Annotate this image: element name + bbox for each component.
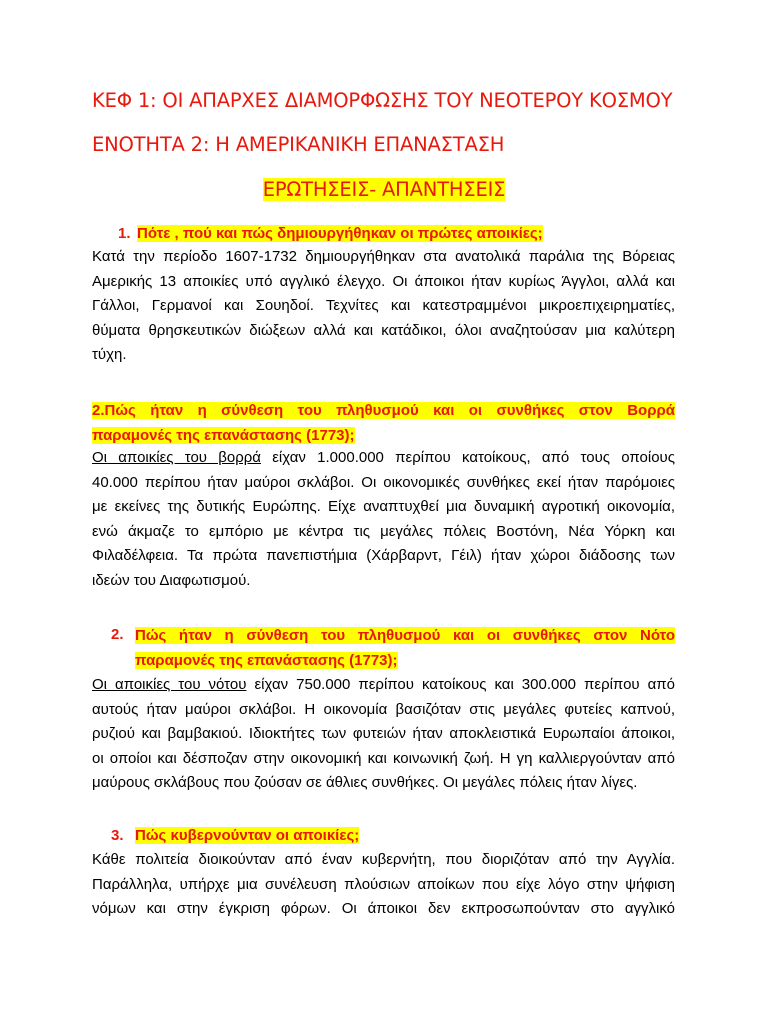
q3-underlined: Οι αποικίες του νότου (92, 676, 247, 693)
q2-line: ιδεών του Διαφωτισμού. (92, 571, 251, 589)
q3-line: οι οποίοι και δέσποζαν στην οικονομική και κοινωνική ζωή. Η γη καλλιεργούνταν από (92, 749, 675, 767)
q2-question-line: παραμονές της επανάστασης (1773); (92, 427, 355, 444)
unit-title: ΕΝΟΤΗΤΑ 2: Η ΑΜΕΡΙΚΑΝΙΚΗ ΕΠΑΝΑΣΤΑΣΗ (92, 133, 505, 156)
q2-line: ενώ άκμαζε το εμπόριο με κέντρα τις μεγάλες πόλεις Βοστόνη, Νέα Υόρκη και (92, 522, 675, 540)
q3-question-line: Πώς ήταν η σύνθεση του πληθυσμού και οι συνθήκες στον Νότο (135, 627, 675, 644)
q4-question (135, 827, 359, 844)
q4-line: νόμων και στην έγκριση φόρων. Οι άποικοι δεν εκπροσωπούνταν στο αγγλικό (92, 900, 675, 918)
q1-number: 1. (118, 225, 131, 242)
section-title: ΕΡΩΤΗΣΕΙΣ- ΑΠΑΝΤΗΣΕΙΣ (262, 178, 506, 201)
q3-line: είχαν 750.000 περίπου κατοίκους και 300.000 περίπου από (246, 676, 675, 693)
q2-line: είχαν 1.000.000 περίπου κατοίκους, από τους οποίους (260, 449, 675, 466)
q1-line: τύχη. (92, 346, 127, 364)
q2-line-first (92, 446, 675, 471)
q1-line: Κατά την περίοδο 1607-1732 δημιουργήθηκαν στα ανατολικά παράλια της Βόρειας (92, 248, 675, 265)
q1-line: Αμερικής 13 αποικίες υπό αγγλικό έλεγχο. Οι άποικοι ήταν κυρίως Άγγλοι, αλλά και (92, 272, 675, 290)
q1-question (137, 225, 543, 242)
q3-line: μαύρους σκλάβους που ζούσαν σε άθλιες συνθήκες. Οι μεγάλες πόλεις ήταν λίγες. (92, 774, 638, 792)
q3-answer (92, 673, 675, 796)
chapter-title: ΚΕΦ 1: ΟΙ ΑΠΑΡΧΕΣ ΔΙΑΜΟΡΦΩΣΗΣ ΤΟΥ ΝΕΟΤΕΡΟΥ ΚΟΣΜΟΥ (92, 89, 673, 112)
q3-line: αυτούς ήταν μαύροι σκλάβοι. Η οικονομία βασιζόταν στις μεγάλες φυτείες καπνού, (92, 700, 675, 718)
q4-answer (92, 848, 675, 922)
q2-question-line: 2.Πώς ήταν η σύνθεση του πληθυσμού και οι συνθήκες στον Βορρά (92, 402, 675, 419)
q2-question (92, 398, 675, 448)
q1-answer (92, 245, 675, 368)
q2-line: 40.000 περίπου ήταν μαύροι σκλάβοι. Οι οικονομικές συνθήκες εκεί ήταν παρόμοιες (92, 473, 675, 491)
q4-question-text: Πώς κυβερνούνταν οι αποικίες; (135, 827, 360, 844)
q1-line: θύματα θρησκευτικών διώξεων αλλά και κατάδικοι, όλοι αναζητούσαν μια καλύτερη (92, 321, 675, 339)
section-title-wrap (0, 178, 768, 201)
q3-question-line: παραμονές της επανάστασης (1773); (135, 652, 398, 669)
q3-number: 2. (111, 626, 124, 643)
q1-line: Γάλλοι, Γερμανοί και Σουηδοί. Τεχνίτες και κατεστραμμένοι μικροεπιχειρηματίες, (92, 297, 675, 315)
q2-underlined: Οι αποικίες του βορρά (92, 449, 261, 466)
q4-line: Παράλληλα, υπήρχε μια συνέλευση πλούσιων αποίκων που είχε λόγο στην ψήφιση (92, 875, 675, 893)
q4-number: 3. (111, 827, 124, 844)
q2-line: Φιλαδέλφεια. Τα πρώτα πανεπιστήμια (Χάρβαρντ, Γέιλ) ήταν χώροι διάδοσης των (92, 547, 675, 565)
q1-question-text: Πότε , πού και πώς δημιουργήθηκαν οι πρώτες αποικίες; (137, 225, 543, 242)
q3-line-first (92, 673, 675, 698)
q3-question (135, 623, 675, 673)
q3-line: ρυζιού και βαμβακιού. Ιδιοκτήτες των φυτειών ήταν αποκλειστικά Ευρωπαίοι άποικοι, (92, 725, 675, 743)
q2-line: με εκείνες της δυτικής Ευρώπης. Είχε αναπτυχθεί μια δυναμική αγροτική οικονομία, (92, 498, 675, 516)
q2-answer (92, 446, 675, 594)
q4-line: Κάθε πολιτεία διοικούνταν από έναν κυβερνήτη, που διοριζόταν από την Αγγλία. (92, 851, 675, 868)
